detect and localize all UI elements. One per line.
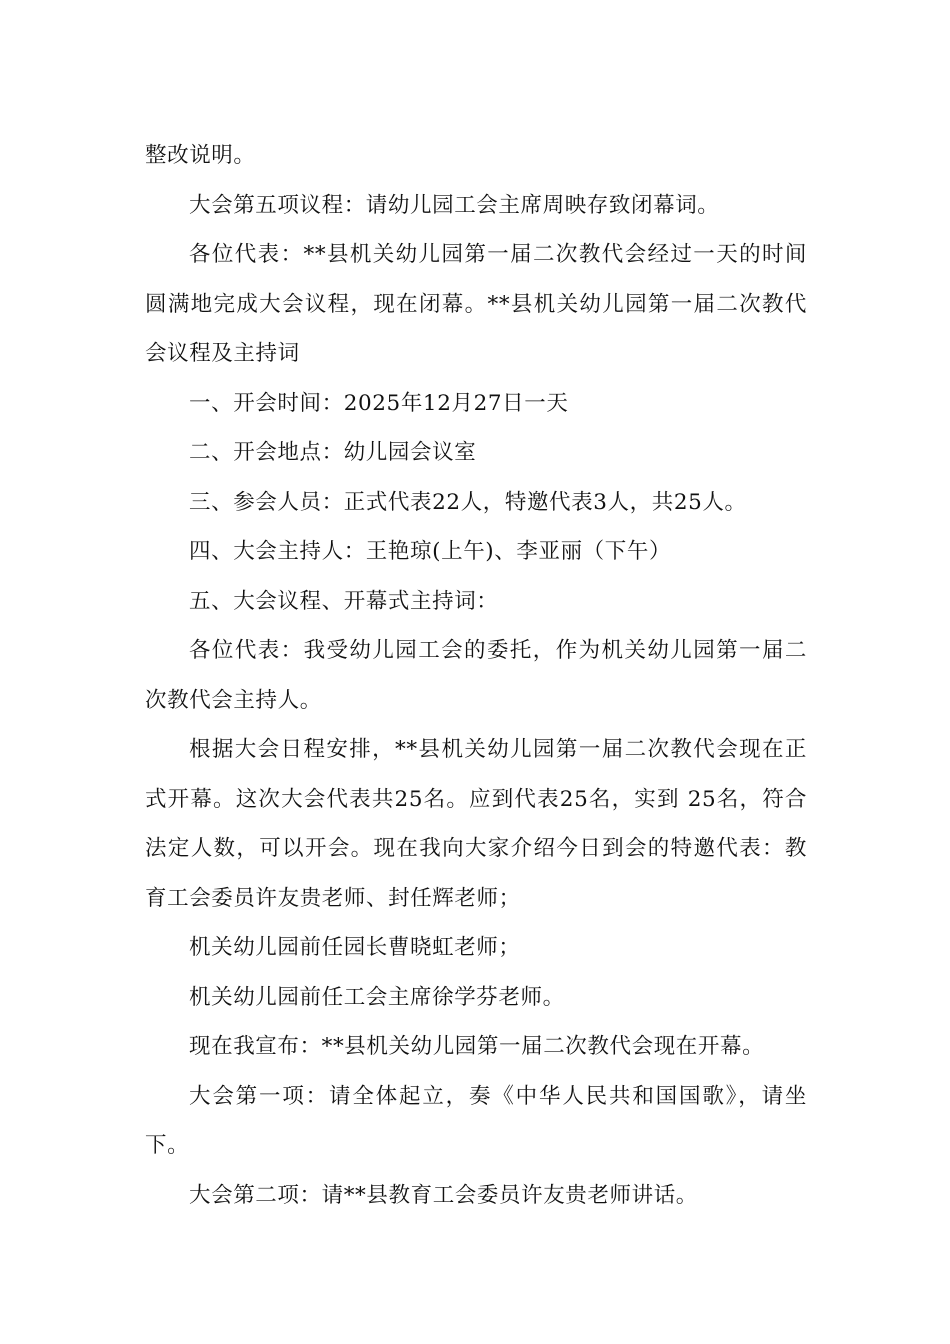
paragraph: 现在我宣布：**县机关幼儿园第一届二次教代会现在开幕。 (189, 1034, 765, 1059)
paragraph: 大会第一项：请全体起立，奏《中华人民共和国国歌》，请坐下。 (145, 1083, 807, 1158)
paragraph: 五、大会议程、开幕式主持词： (189, 588, 499, 614)
paragraph: 各位代表：我受幼儿园工会的委托，作为机关幼儿园第一届二次教代会主持人。 (145, 638, 807, 713)
paragraph: 四、大会主持人：王艳琼(上午)、李亚丽（下午） (189, 539, 672, 564)
paragraph: 二、开会地点：幼儿园会议室 (189, 440, 477, 465)
paragraph: 大会第二项：请**县教育工会委员许友贵老师讲话。 (189, 1182, 698, 1208)
paragraph: 大会第五项议程：请幼儿园工会主席周映存致闭幕词。 (189, 192, 720, 218)
paragraph: 三、参会人员：正式代表22人，特邀代表3人，共25人。 (189, 489, 747, 515)
paragraph: 整改说明。 (145, 143, 256, 168)
paragraph: 各位代表：**县机关幼儿园第一届二次教代会经过一天的时间圆满地完成大会议程，现在闭幕。**县机关幼儿园第一届二次教代会议程及主持词 (145, 242, 807, 366)
paragraph: 一、开会时间：2025年12月27日一天 (189, 390, 569, 416)
paragraph: 机关幼儿园前任工会主席徐学芬老师。 (189, 984, 565, 1010)
document-body (145, 131, 807, 1220)
paragraph: 机关幼儿园前任园长曹晓虹老师； (189, 935, 521, 960)
paragraph: 根据大会日程安排，**县机关幼儿园第一届二次教代会现在正式开幕。这次大会代表共25名。应到代表25名，实到 25名，符合法定人数，可以开会。现在我向大家介绍今日到会的特邀代表：教育工会委员许友贵老师、封任辉老师； (145, 737, 807, 911)
